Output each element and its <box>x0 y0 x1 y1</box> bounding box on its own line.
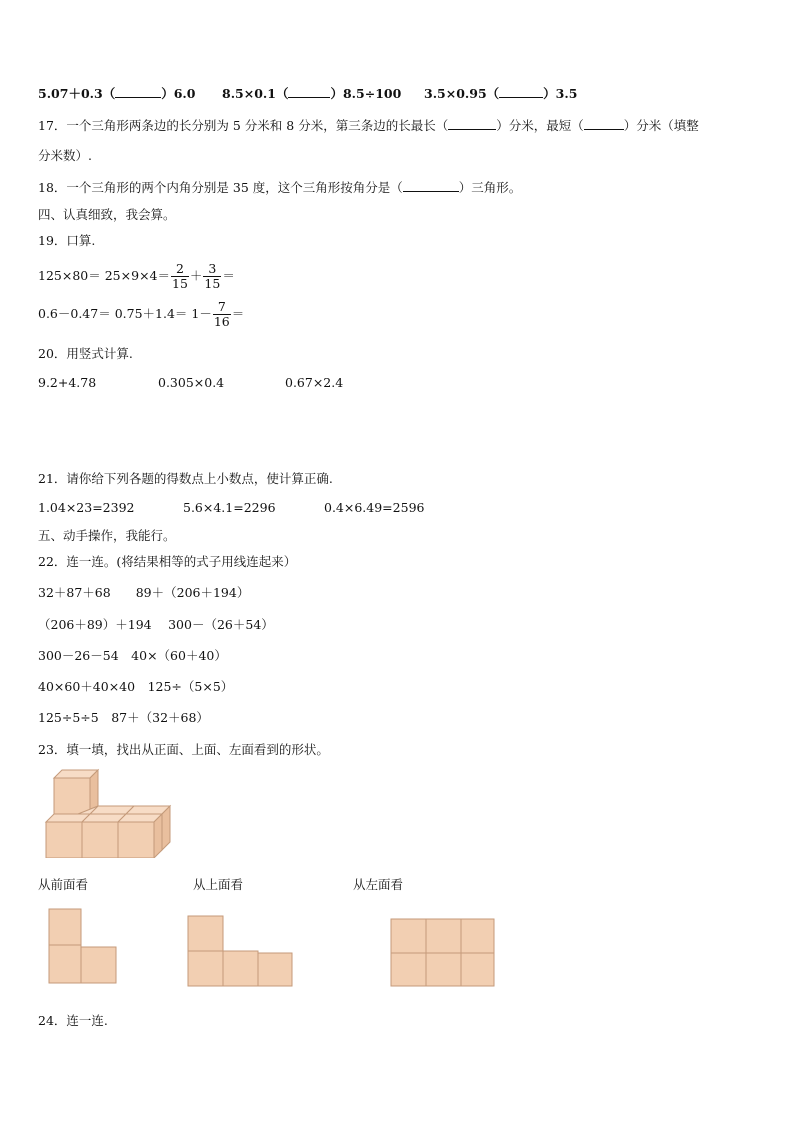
frac-num: 3 <box>203 262 221 277</box>
q21-expr-2: 5.6×4.1=2296 <box>183 500 276 515</box>
blank-2 <box>288 86 330 98</box>
question-24-title: 24．连一连. <box>38 1013 108 1028</box>
top-view-shape <box>187 915 295 987</box>
q19-item-5: 0.75＋1.4＝ <box>114 306 188 321</box>
q21-expr-3: 0.4×6.49=2596 <box>324 500 425 515</box>
compare-2-left: 8.5×0.1（ <box>222 86 289 101</box>
q18-blank <box>403 180 459 192</box>
q17-text-3: ）分米（填整 <box>623 118 699 133</box>
q17-text-1: 17．一个三角形两条边的长分别为 5 分米和 8 分米，第三条边的长最长（ <box>38 118 449 133</box>
question-17-cont: 分米数）. <box>38 148 92 163</box>
q17-blank-1 <box>448 118 496 130</box>
q17-text-2: ）分米，最短（ <box>496 118 584 133</box>
frac-den: 15 <box>172 276 188 291</box>
question-21-title: 21．请你给下列各题的得数点上小数点，使计算正确. <box>38 471 333 486</box>
question-19-title: 19．口算. <box>38 233 96 248</box>
fraction-3-15 <box>203 262 221 291</box>
fraction-2-15 <box>171 262 189 291</box>
q22-row-3: 300－26－54 40×（60＋40） <box>38 648 227 663</box>
q18-text-2: ）三角形。 <box>458 180 522 195</box>
q21-expr-1: 1.04×23=2392 <box>38 500 135 515</box>
frac-num: 7 <box>213 300 231 315</box>
q19-row-1 <box>38 262 235 291</box>
equals-sign: ＝ <box>222 268 235 283</box>
q22-row-1: 32＋87＋68 89＋（206＋194） <box>38 585 250 600</box>
blank-3 <box>499 86 543 98</box>
blank-1 <box>115 86 161 98</box>
q22-row-5: 125÷5÷5 87＋（32＋68） <box>38 710 209 725</box>
q19-item-2: 25×9×4＝ <box>104 268 170 283</box>
q19-item-6-whole: 1－ <box>191 306 212 321</box>
q22-row-4: 40×60＋40×40 125÷（5×5） <box>38 679 234 694</box>
q19-item-1: 125×80＝ <box>38 268 101 283</box>
compare-2-right: ）8.5÷100 <box>330 86 402 101</box>
equals-sign: ＝ <box>231 306 245 321</box>
question-17 <box>38 116 699 134</box>
q17-blank-2 <box>584 118 624 130</box>
q20-expr-1: 9.2+4.78 <box>38 375 97 390</box>
compare-1-right: ）6.0 <box>161 86 196 101</box>
frac-den: 16 <box>213 314 230 329</box>
q18-text-1: 18．一个三角形的两个内角分别是 35 度，这个三角形按角分是（ <box>38 180 403 195</box>
compare-row <box>38 84 195 102</box>
compare-3-right: ）3.5 <box>543 86 578 101</box>
section-4-heading: 四、认真细致，我会算。 <box>38 207 176 222</box>
cube-stack-figure <box>40 766 175 858</box>
plus-sign: ＋ <box>189 268 203 283</box>
q19-item-4: 0.6－0.47＝ <box>38 306 111 321</box>
question-22-title: 22．连一连。(将结果相等的式子用线连起来） <box>38 554 297 569</box>
label-front-view: 从前面看 <box>38 877 89 892</box>
label-top-view: 从上面看 <box>193 877 244 892</box>
q20-expr-2: 0.305×0.4 <box>158 375 225 390</box>
frac-den: 15 <box>204 276 221 291</box>
compare-3-left: 3.5×0.95（ <box>424 86 500 101</box>
frac-num: 2 <box>171 262 189 277</box>
question-23-title: 23．填一填，找出从正面、上面、左面看到的形状。 <box>38 742 329 757</box>
question-18 <box>38 178 521 196</box>
q19-row-2 <box>38 300 244 329</box>
question-20-title: 20．用竖式计算. <box>38 346 133 361</box>
left-view-shape <box>390 918 496 988</box>
label-left-view: 从左面看 <box>353 877 404 892</box>
fraction-7-16 <box>213 300 231 329</box>
front-view-shape <box>48 908 118 985</box>
compare-2 <box>222 84 401 102</box>
section-5-heading: 五、动手操作，我能行。 <box>38 528 176 543</box>
q22-row-2: （206＋89）＋194 300－（26＋54） <box>38 617 274 632</box>
compare-3 <box>424 84 577 102</box>
compare-1-left: 5.07＋0.3（ <box>38 86 116 101</box>
q20-expr-3: 0.67×2.4 <box>285 375 344 390</box>
